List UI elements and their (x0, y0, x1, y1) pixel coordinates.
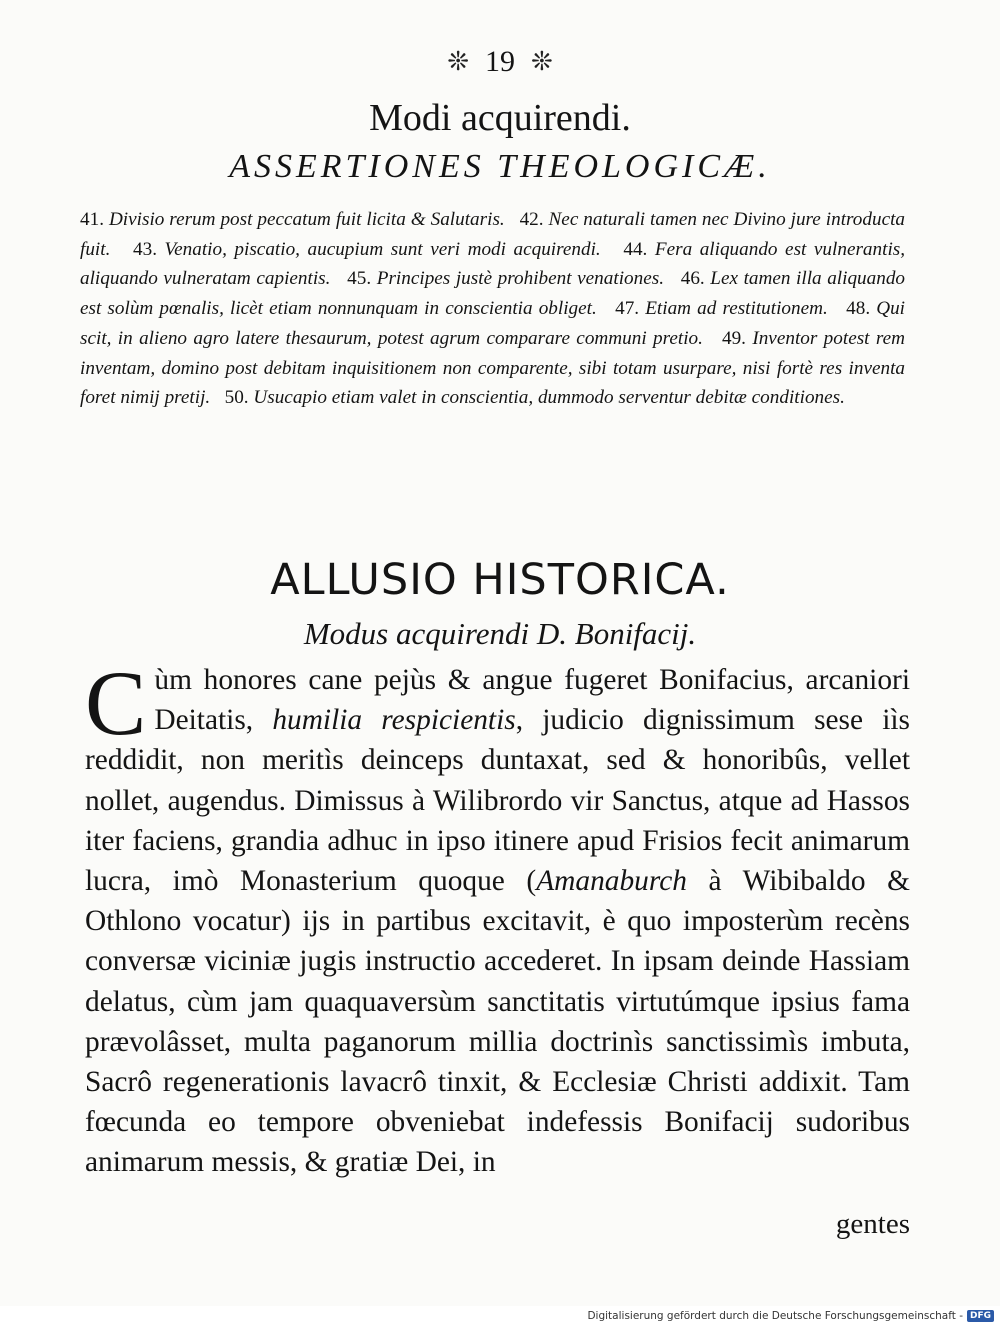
assertion-text: Inventor potest rem inventam, domino post debitam inquisitionem non comparente, sibi totam usurpare, nisi fortè res inventa foret nimij pretij. (80, 327, 905, 409)
assertion-number: 50. (224, 387, 249, 409)
assertion-text: Lex tamen illa aliquando est solùm pœnalis, licèt etiam nonnunquam in conscientia obliget. (80, 268, 906, 320)
body-segment-3: à Wibibaldo & Othlono vocatur) ijs in partibus excitavit, è quo imposterùm recèns conversæ viciniæ jugis instructio accederet. In ipsam deinde Hassiam delatus, cùm jam quaquaversùm sanctitatis virtutúmque ipsius fama prævolâsset, multa paganorum millia doctrinìs sanctissimìs imbuta, Sacrô regenerationis lavacrô tinxit, & Ecclesiæ Christi addixit. Tam fœcunda eo tempore obveniebat indefessis Bonifacij sudoribus animarum messis, & gratiæ Dei, in (85, 865, 910, 1179)
assertion-45 (347, 268, 664, 289)
assertion-text: Usucapio etiam valet in conscientia, dummodo serventur debitæ conditiones. (253, 387, 845, 409)
assertion-number: 48. (846, 298, 871, 320)
body-segment-1: ùm honores cane pejùs & angue fugeret Bonifacius, arcaniori Deitatis, (154, 664, 910, 737)
footer-credit-text: Digitalisierung gefördert durch die Deutsche Forschungsgemeinschaft - (587, 1309, 963, 1322)
assertion-50 (225, 387, 845, 408)
assertion-number: 42. (519, 209, 544, 230)
assertion-47 (615, 298, 828, 319)
assertion-number: 47. (615, 298, 640, 320)
history-body-text (85, 652, 910, 1183)
body-segment-2: , judicio dignissimum sese iìs reddidit, non meritìs deinceps duntaxat, sed & honoribûs, vellet nollet, augendus. Dimissus à Wilibrordo vir Sanctus, atque ad Hassos iter faciens, grandia adhuc in ipso itinere apud Frisios fecit animarum lucra, imò Monasterium quoque ( (85, 704, 910, 898)
body-italic-place-name: Amanaburch (536, 865, 687, 898)
assertions-paragraph (80, 205, 905, 413)
digitization-footer (0, 1306, 1000, 1325)
assertion-text: Venatio, piscatio, aucupium sunt veri modi acquirendi. (164, 238, 601, 260)
assertion-41 (80, 209, 505, 230)
right-ornament-icon: ❊ (531, 47, 553, 77)
assertion-text: Divisio rerum post peccatum fuit licita & Salutaris. (108, 209, 505, 230)
dfg-logo-icon: DFG (967, 1310, 994, 1322)
section-subtitle: ASSERTIONES THEOLOGICÆ. (229, 148, 771, 185)
assertion-text: Fera aliquando est vulnerantis, aliquando vulneratam capientis. (80, 238, 906, 290)
assertion-number: 44. (623, 238, 648, 260)
assertion-text: Nec naturali tamen nec Divino jure introducta fuit. (80, 209, 906, 260)
left-ornament-icon: ❊ (447, 47, 469, 77)
historical-heading: ALLUSIO HISTORICA. (270, 555, 730, 605)
assertion-number: 43. (133, 238, 157, 260)
assertion-text: Principes justè prohibent venationes. (376, 268, 664, 290)
assertion-number: 46. (680, 268, 705, 290)
drop-cap: C (85, 652, 147, 754)
catchword: gentes (835, 1208, 910, 1240)
body-italic-phrase: humilia respicientis (272, 704, 516, 737)
assertion-text: Qui scit, in alieno agro latere thesaurum, potest agrum comparare communi pretio. (80, 298, 905, 349)
assertion-number: 41. (80, 209, 104, 230)
assertion-number: 45. (347, 268, 372, 290)
assertion-number: 49. (721, 327, 746, 349)
page-header (0, 40, 1000, 84)
section-title: Modi acquirendi. (369, 97, 631, 139)
assertion-text: Etiam ad restitutionem. (645, 298, 828, 320)
historical-subheading: Modus acquirendi D. Bonifacij. (303, 616, 697, 651)
assertion-43 (133, 239, 601, 260)
page-number: 19 (485, 45, 515, 78)
